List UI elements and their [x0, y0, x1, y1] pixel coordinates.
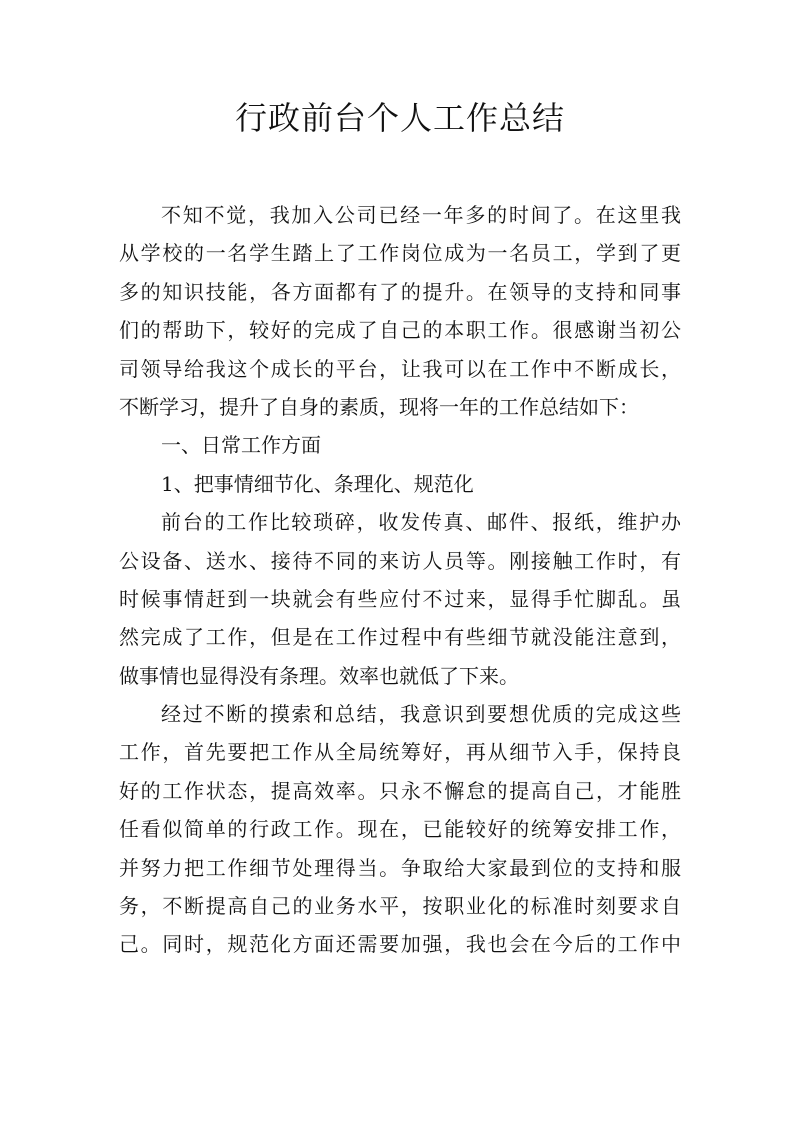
text-line: 多的知识技能，各方面都有了的提升。在领导的支持和同事: [119, 279, 681, 304]
text-line: 们的帮助下，较好的完成了自己的本职工作。很感谢当初公: [119, 318, 681, 343]
subheading-text: 1、把事情细节化、条理化、规范化: [161, 471, 474, 496]
text-line: 工作，首先要把工作从全局统筹好，再从细节入手，保持良: [119, 740, 681, 765]
text-line: 做事情也显得没有条理。效率也就低了下来。: [119, 663, 519, 688]
text-line: 任看似简单的行政工作。现在，已能较好的统筹安排工作，: [119, 817, 681, 842]
text-line: 司领导给我这个成长的平台，让我可以在工作中不断成长，: [119, 356, 681, 381]
text-line: 己。同时，规范化方面还需要加强，我也会在今后的工作中: [119, 932, 681, 957]
text-line: 然完成了工作，但是在工作过程中有些细节就没能注意到，: [119, 625, 681, 650]
text-line: 务，不断提高自己的业务水平，按职业化的标准时刻要求自: [119, 894, 681, 919]
text-line: 不知不觉，我加入公司已经一年多的时间了。在这里我: [161, 203, 681, 227]
paragraph-intro: [119, 196, 681, 426]
paragraph-front-desk-duties: [119, 503, 681, 695]
heading-text: 一、日常工作方面: [161, 433, 321, 458]
text-line: 好的工作状态，提高效率。只永不懈怠的提高自己，才能胜: [119, 778, 681, 803]
text-line: 公设备、送水、接待不同的来访人员等。刚接触工作时，有: [119, 548, 681, 573]
paragraph-improvement: [119, 695, 681, 964]
text-line: 前台的工作比较琐碎，收发传真、邮件、报纸，维护办: [161, 510, 681, 535]
text-line: 从学校的一名学生踏上了工作岗位成为一名员工，学到了更: [119, 241, 681, 266]
text-line: 不断学习，提升了自身的素质，现将一年的工作总结如下：: [119, 394, 639, 419]
section-heading: [119, 426, 681, 464]
section-subheading: [119, 465, 681, 503]
text-line: 经过不断的摸索和总结，我意识到要想优质的完成这些: [161, 702, 681, 727]
page-title: 行政前台个人工作总结: [234, 99, 565, 137]
document-body: [119, 196, 681, 964]
text-line: 时候事情赶到一块就会有些应付不过来，显得手忙脚乱。虽: [119, 586, 681, 611]
text-line: 并努力把工作细节处理得当。争取给大家最到位的支持和服: [119, 855, 681, 880]
